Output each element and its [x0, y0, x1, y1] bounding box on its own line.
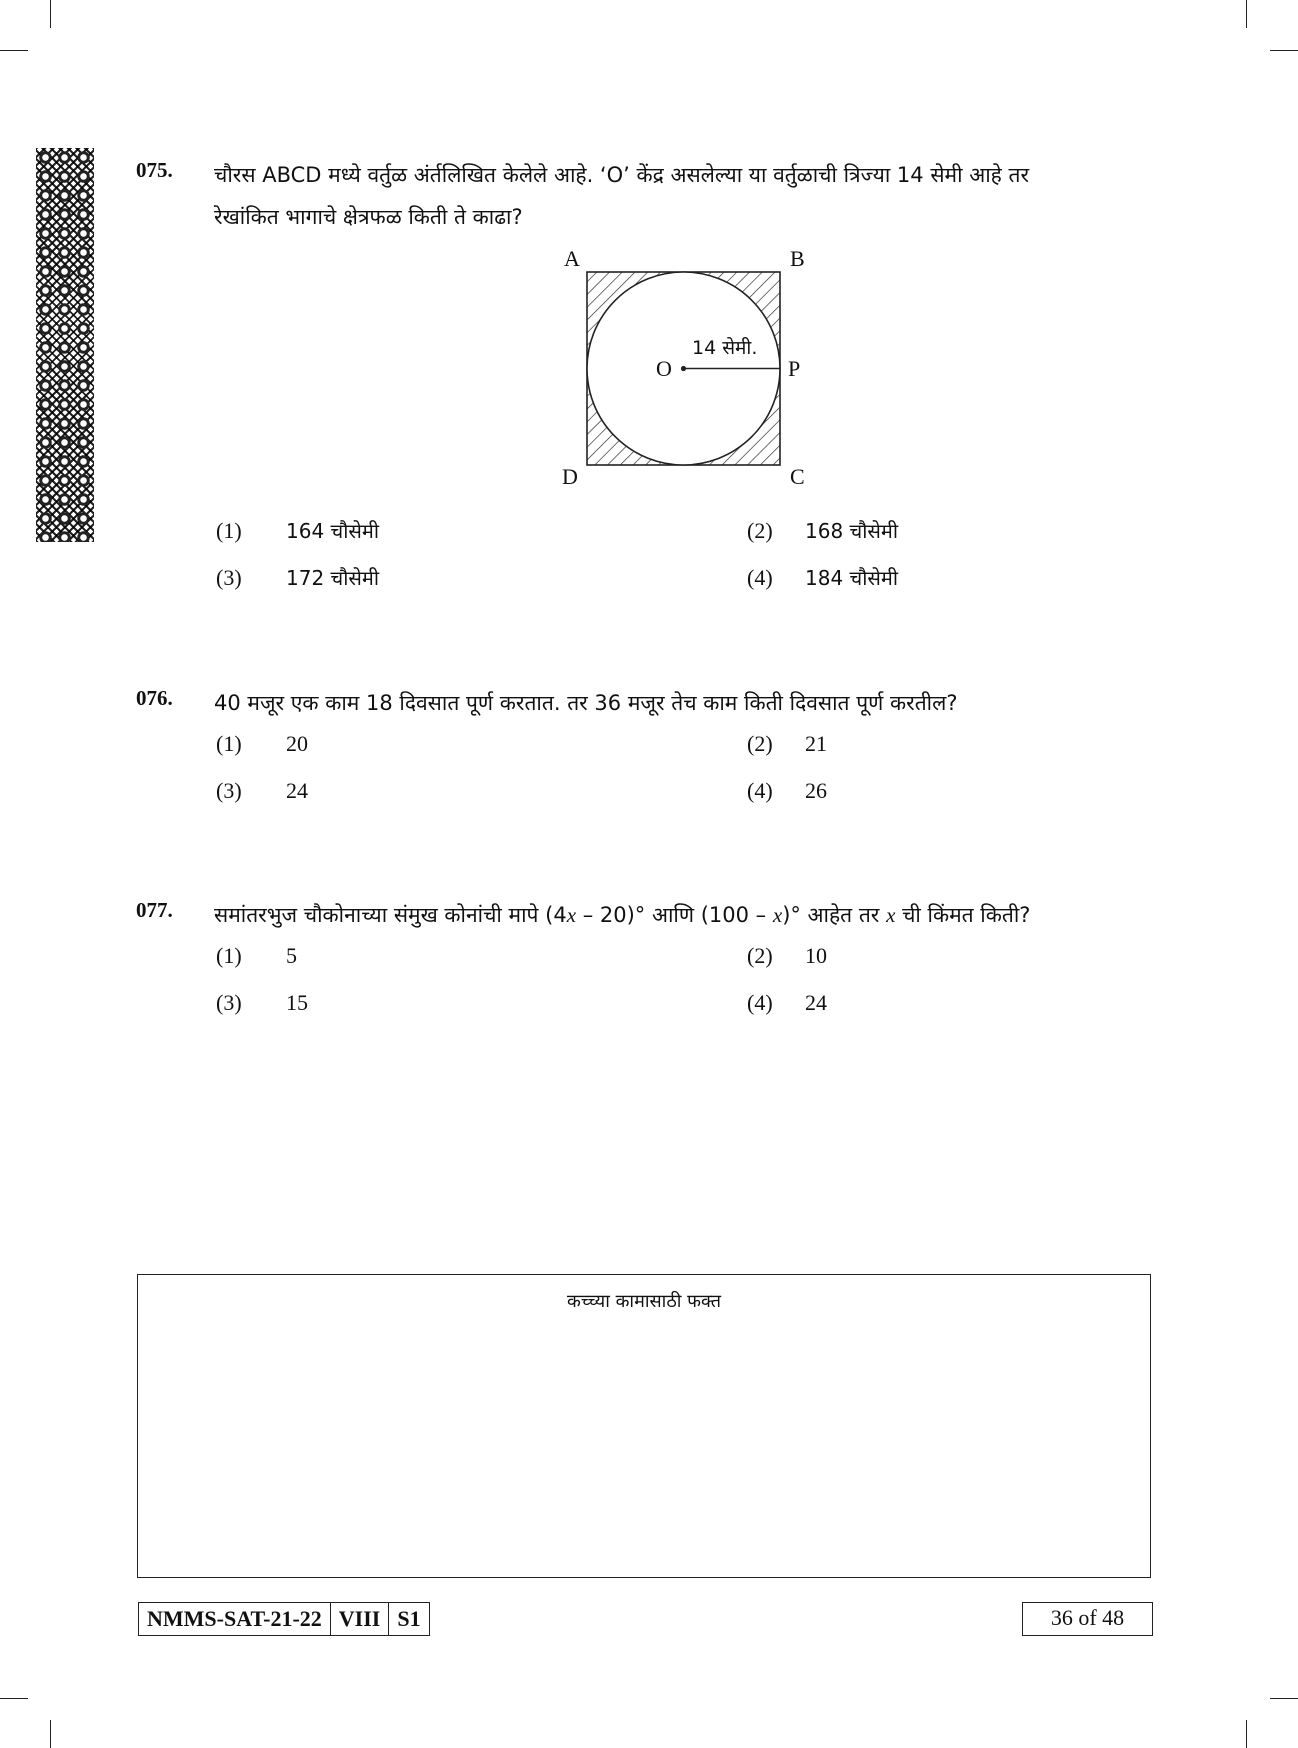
crop-mark [1270, 50, 1298, 51]
crop-mark [50, 0, 51, 28]
option[interactable] [216, 778, 308, 804]
option-value: 164 चौसेमी [286, 519, 380, 543]
vertex-label-a: A [564, 246, 580, 271]
rough-work-label: कच्च्या कामासाठी फक्त [567, 1291, 721, 1312]
option-value: 20 [286, 731, 308, 756]
point-label-p: P [788, 356, 801, 381]
paper-code-box [138, 1602, 430, 1636]
page-number: 36 of 48 [1022, 1602, 1153, 1636]
option-value: 168 चौसेमी [805, 519, 899, 543]
question-text-part: – 20)° आणि (100 – [576, 903, 773, 927]
crop-mark [1270, 1698, 1298, 1699]
option-value: 26 [805, 778, 827, 803]
option[interactable] [216, 990, 308, 1016]
option-value: 5 [286, 943, 297, 968]
question-text-line: रेखांकित भागाचे क्षेत्रफळ किती ते काढा? [214, 205, 523, 229]
option-number: (4) [747, 990, 773, 1015]
option-number: (3) [216, 565, 242, 590]
option-value: 24 [805, 990, 827, 1015]
option[interactable] [747, 943, 827, 969]
option-value: 184 चौसेमी [805, 566, 899, 590]
option-number: (3) [216, 990, 242, 1015]
option-value: 15 [286, 990, 308, 1015]
crop-mark [1246, 0, 1247, 28]
option[interactable] [216, 517, 379, 544]
decorative-border-pattern [36, 148, 94, 542]
option-number: (3) [216, 778, 242, 803]
option[interactable] [747, 731, 827, 757]
question-number: 076. [136, 686, 173, 710]
question-text-part: समांतरभुज चौकोनाच्या संमुख कोनांची मापे (4 [214, 903, 567, 927]
question-text-part: ची किंमत किती? [895, 903, 1031, 927]
option-number: (4) [747, 565, 773, 590]
option[interactable] [747, 564, 898, 591]
option-value: 10 [805, 943, 827, 968]
crop-mark [50, 1720, 51, 1748]
crop-mark [1246, 1720, 1247, 1748]
option[interactable] [747, 778, 827, 804]
option-value: 172 चौसेमी [286, 566, 380, 590]
vertex-label-d: D [562, 464, 578, 489]
option-number: (1) [216, 943, 242, 968]
question-text-line: चौरस ABCD मध्ये वर्तुळ अंर्तलिखित केलेले आहे. ‘O’ केंद्र असलेल्या या वर्तुळाची त्रिज्या 14 सेमी आहे तर [214, 163, 1030, 187]
option-value: 21 [805, 731, 827, 756]
set-code: S1 [388, 1603, 428, 1635]
crop-mark [0, 1698, 28, 1699]
variable-x: x [886, 903, 896, 927]
question-text-part: )° आहेत तर [782, 903, 887, 927]
option[interactable] [747, 517, 898, 544]
option-value: 24 [286, 778, 308, 803]
square-inscribed-circle-figure [548, 244, 828, 494]
question-text-line: 40 मजूर एक काम 18 दिवसात पूर्ण करतात. तर 36 मजूर तेच काम किती दिवसात पूर्ण करतील? [214, 691, 958, 715]
question-text [214, 682, 1214, 724]
option-number: (4) [747, 778, 773, 803]
option[interactable] [216, 731, 308, 757]
variable-x: x [772, 903, 783, 927]
option-number: (2) [747, 731, 773, 756]
option-number: (1) [216, 731, 242, 756]
option-number: (2) [747, 943, 773, 968]
radius-label: 14 सेमी. [692, 337, 758, 359]
center-label-o: O [656, 356, 672, 381]
option[interactable] [216, 564, 379, 591]
option-number: (2) [747, 518, 773, 543]
paper-code: NMMS-SAT-21-22 [147, 1606, 322, 1631]
question-number: 075. [136, 158, 173, 182]
vertex-label-b: B [790, 246, 805, 271]
class-code: VIII [330, 1603, 389, 1635]
crop-mark [0, 50, 28, 51]
question-number: 077. [136, 898, 173, 922]
question-text [214, 894, 1214, 936]
question-text [214, 154, 1214, 238]
option-number: (1) [216, 518, 242, 543]
option[interactable] [747, 990, 827, 1016]
option[interactable] [216, 943, 297, 969]
rough-work-box [137, 1274, 1151, 1578]
vertex-label-c: C [790, 464, 805, 489]
center-point [681, 366, 686, 371]
variable-x: x [566, 903, 577, 927]
